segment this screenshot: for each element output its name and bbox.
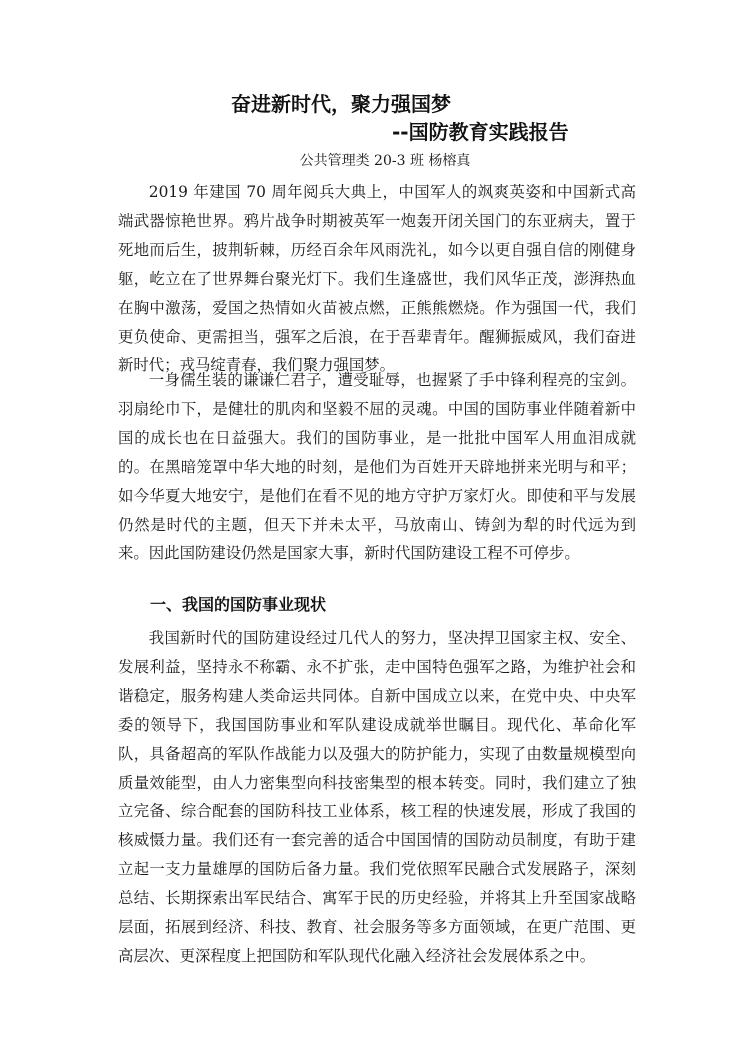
section-1-paragraph-block [118, 624, 636, 971]
intro-paragraph-1: 2019 年建国 70 周年阅兵大典上，中国军人的飒爽英姿和中国新式高端武器惊艳世界。鸦片战争时期被英军一炮轰开闭关国门的东亚病夫，置于死地而后生，披荆斩棘，历经百余年风雨洗礼，如今以更自强自信的刚健身躯，屹立在了世界舞台聚光灯下。我们生逢盛世，我们风华正茂，澎湃热血在胸中激荡，爱国之热情如火苗被点燃，正熊熊燃烧。作为强国一代，我们更负使命、更需担当，强军之后浪，在于吾辈青年。醒狮振威风，我们奋进新时代；戎马绽青春，我们聚力强国梦。 [118, 183, 636, 375]
intro-paragraph-1-block [118, 178, 636, 380]
section-heading: 一、我国的国防事业现状 [150, 595, 327, 614]
intro-paragraph-2: 一身儒生装的谦谦仁君子，遭受耻辱，也握紧了手中锋利程亮的宝剑。羽扇纶巾下，是健壮的肌肉和坚毅不屈的灵魂。中国的国防事业伴随着新中国的成长也在日益强大。我们的国防事业，是一批批中国军人用血泪成就的。在黑暗笼罩中华大地的时刻，是他们为百姓开天辟地拼来光明与和平；如今华夏大地安宁，是他们在看不见的地方守护万家灯火。即使和平与发展仍然是时代的主题，但天下并未太平，马放南山、铸剑为犁的时代远为到来。因此国防建设仍然是国家大事，新时代国防建设工程不可停步。 [118, 371, 636, 563]
report-subtitle: --国防教育实践报告 [392, 120, 569, 144]
report-title: 奋进新时代，聚力强国梦 [231, 92, 451, 116]
intro-paragraph-2-block [118, 366, 636, 568]
section-1-paragraph: 我国新时代的国防建设经过几代人的努力，坚决捍卫国家主权、安全、发展利益，坚持永不称霸、永不扩张，走中国特色强军之路，为维护社会和谐稳定，服务构建人类命运共同体。自新中国成立以来，在党中央、中央军委的领导下，我国国防事业和军队建设成就举世瞩目。现代化、革命化军队，具备超高的军队作战能力以及强大的防护能力，实现了由数量规模型向质量效能型，由人力密集型向科技密集型的根本转变。同时，我们建立了独立完备、综合配套的国防科技工业体系，核工程的快速发展，形成了我国的核威慑力量。我们还有一套完善的适合中国国情的国防动员制度，有助于建立起一支力量雄厚的国防后备力量。我们党依照军民融合式发展路子，深刻总结、长期探索出军民结合、寓军于民的历史经验，并将其上升至国家战略层面，拓展到经济、科技、教育、社会服务等多方面领域，在更广范围、更高层次、更深程度上把国防和军队现代化融入经济社会发展体系之中。 [118, 629, 636, 965]
author-byline: 公共管理类 20-3 班 杨榕真 [299, 153, 471, 169]
